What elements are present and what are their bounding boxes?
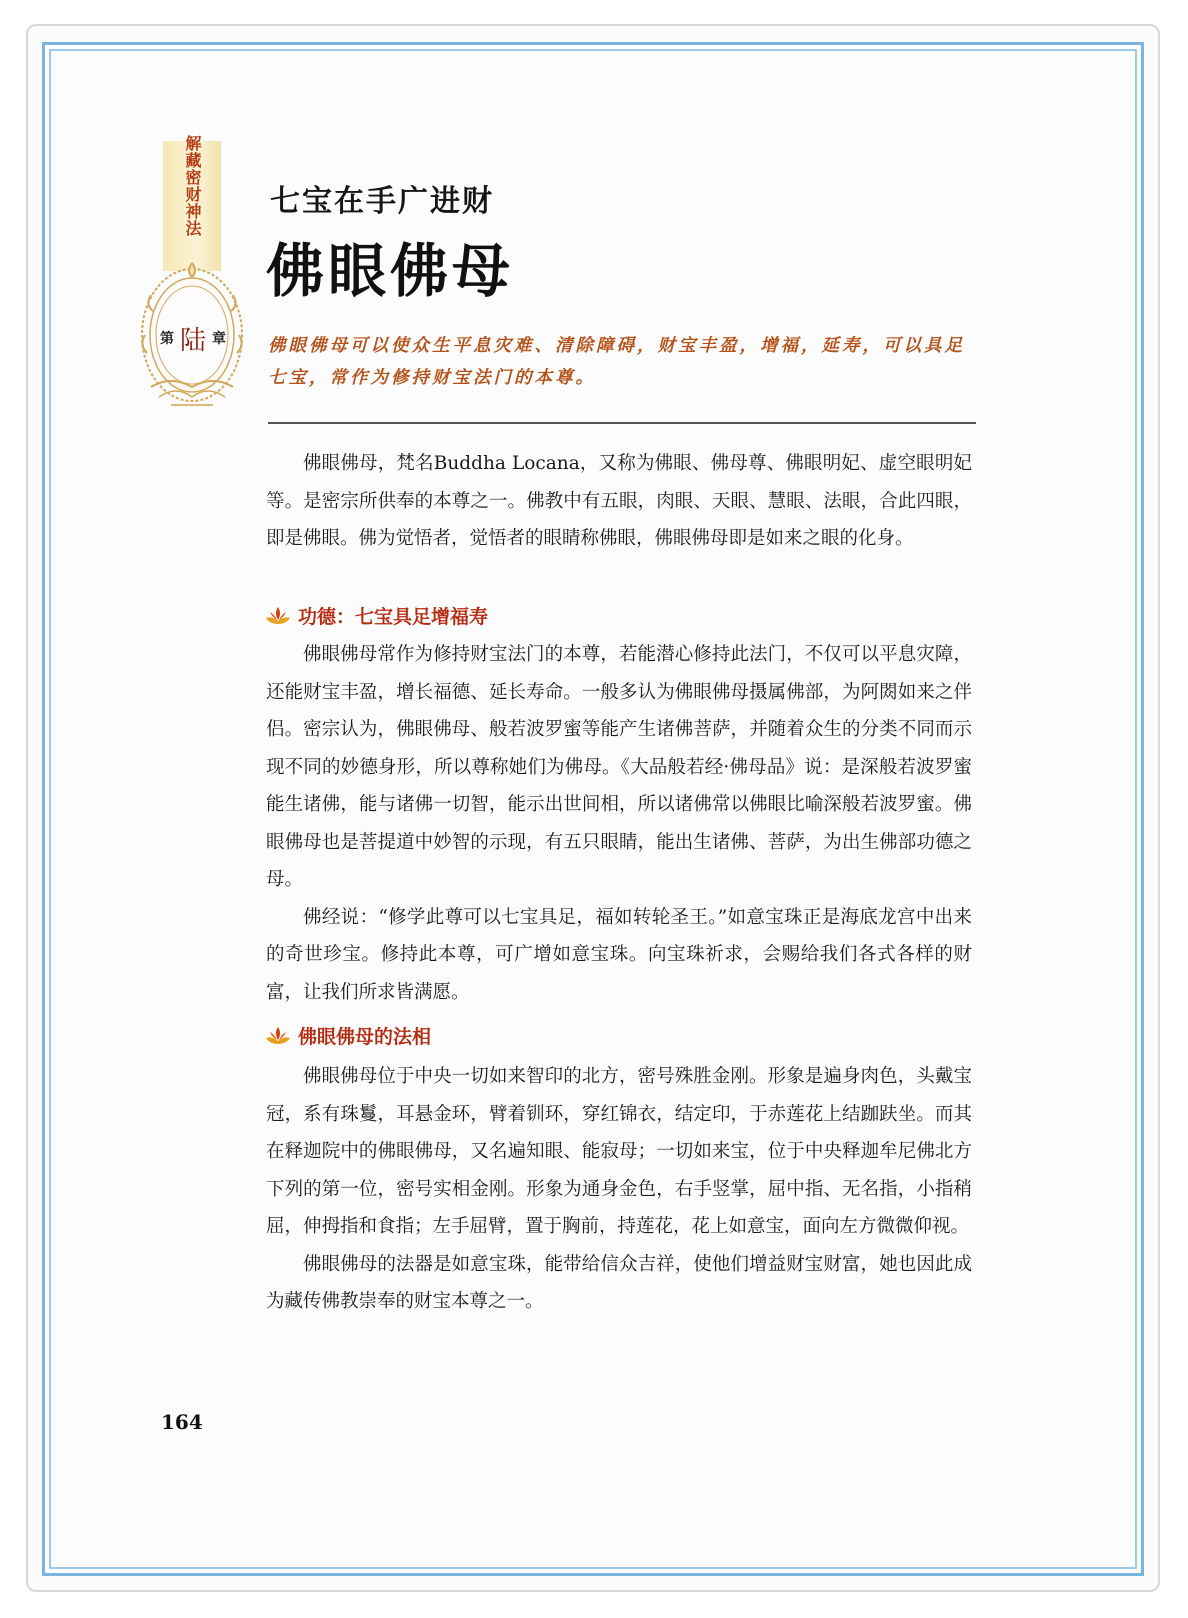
section-heading-text: 功德：七宝具足增福寿 <box>298 605 489 628</box>
chapter-number: 陆 <box>179 325 206 356</box>
chapter-summary: 佛眼佛母可以使众生平息灾难、清除障碍，财宝丰盈，增福，延寿，可以具足七宝，常作为修持财宝法门的本尊。 <box>268 336 965 388</box>
page-number: 164 <box>161 1410 203 1434</box>
section-paragraph: 佛眼佛母常作为修持财宝法门的本尊，若能潜心修持此法门，不仅可以平息灾障，还能财宝丰盈，增长福德、延长寿命。一般多认为佛眼佛母摄属佛部，为阿閦如来之伴侣。密宗认为，佛眼佛母、般若波罗蜜等能产生诸佛菩萨，并随着众生的分类不同而示现不同的妙德身形，所以尊称她们为佛母。《大品般若经·佛母品》说：是深般若波罗蜜能生诸佛，能与诸佛一切智，能示出世间相，所以诸佛常以佛眼比喻深般若波罗蜜。佛眼佛母也是菩提道中妙智的示现，有五只眼睛，能出生诸佛、菩萨，为出生佛部功德之母。 <box>266 644 972 890</box>
section-paragraph: 佛眼佛母的法器是如意宝珠，能带给信众吉祥，使他们增益财宝财富，她也因此成为藏传佛教崇奉的财宝本尊之一。 <box>266 1253 972 1312</box>
section-heading-merit <box>264 600 488 630</box>
intro-paragraph: 佛眼佛母，梵名Buddha Locana，又称为佛眼、佛母尊、佛眼明妃、虚空眼明妃等。是密宗所供奉的本尊之一。佛教中有五眼，肉眼、天眼、慧眼、法眼，合此四眼，即是佛眼。佛为觉悟者，觉悟者的眼睛称佛眼，佛眼佛母即是如来之眼的化身。 <box>266 453 972 549</box>
chapter-suffix: 章 <box>212 331 226 347</box>
section-heading-form <box>264 1020 431 1050</box>
chapter-label <box>156 318 230 358</box>
lotus-bullet-icon <box>264 604 292 626</box>
section-body-form <box>266 1058 972 1321</box>
intro-block <box>266 445 972 558</box>
lotus-bullet-icon <box>264 1024 292 1046</box>
page-title: 佛眼佛母 <box>266 237 515 305</box>
section-paragraph: 佛眼佛母位于中央一切如来智印的北方，密号殊胜金刚。形象是遍身肉色，头戴宝冠，系有珠鬘，耳悬金环，臂着钏环，穿红锦衣，结定印，于赤莲花上结跏趺坐。而其在释迦院中的佛眼佛母，又名遍知眼、能寂母；一切如来宝，位于中央释迦牟尼佛北方下列的第一位，密号实相金刚。形象为通身金色，右手竖掌，屈中指、无名指，小指稍屈，伸拇指和食指；左手屈臂，置于胸前，持莲花，花上如意宝，面向左方微微仰视。 <box>266 1066 972 1237</box>
chapter-prefix: 第 <box>159 331 174 347</box>
page-kicker: 七宝在手广进财 <box>270 184 494 219</box>
side-tab-label: 解藏密财神法 <box>183 135 202 237</box>
title-divider <box>268 422 976 424</box>
section-body-merit <box>266 636 972 1011</box>
section-heading-text: 佛眼佛母的法相 <box>298 1025 432 1048</box>
section-paragraph: 佛经说：“修学此尊可以七宝具足，福如转轮圣王。”如意宝珠正是海底龙宫中出来的奇世珍宝。修持此本尊，可广增如意宝珠。向宝珠祈求，会赐给我们各式各样的财富，让我们所求皆满愿。 <box>266 906 972 1003</box>
